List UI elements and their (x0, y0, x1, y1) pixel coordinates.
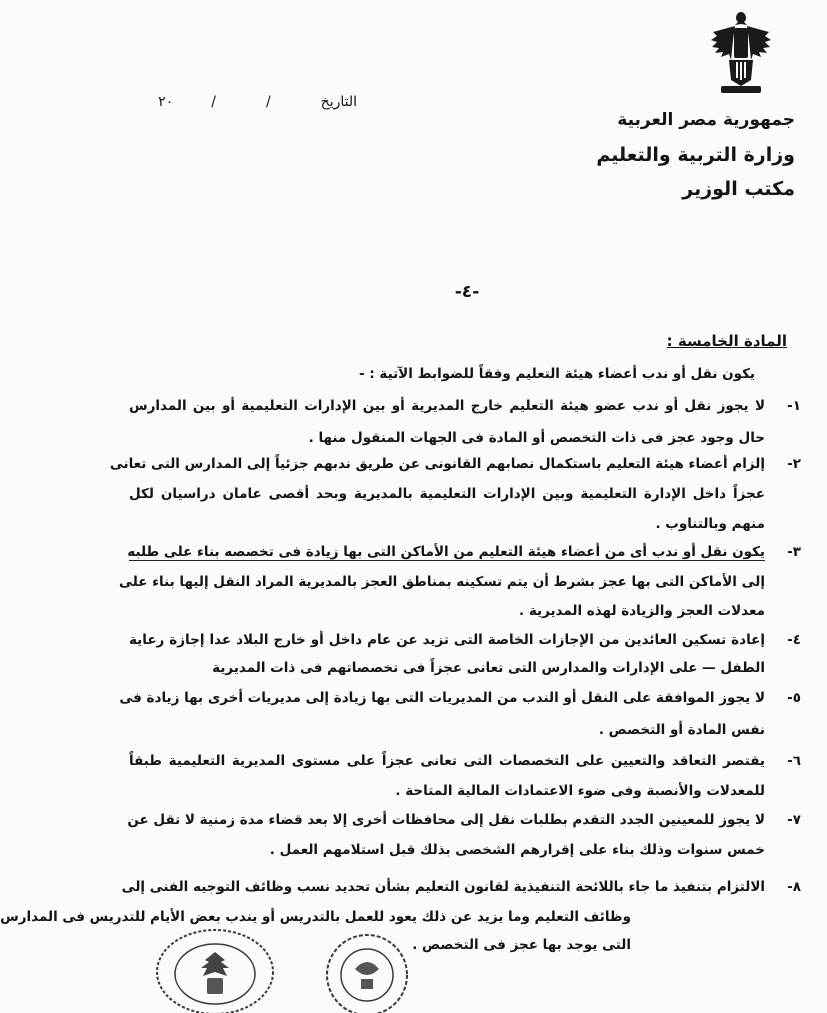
list-item (129, 632, 801, 682)
item-line: يكون نقل أو ندب أى من أعضاء هيئة التعليم من الأماكن التى بها زيادة فى تخصصه بناء على طلبه (127, 544, 765, 560)
item-line: منهم وبالتناوب . (655, 516, 765, 532)
official-seal-stamp (151, 918, 277, 1010)
date-separator: / (265, 94, 271, 110)
item-number: ١- (787, 398, 801, 414)
date-label: التاريخ (320, 94, 357, 110)
list-item (129, 398, 801, 458)
item-line: معدلات العجز والزيادة لهذه المديرية . (518, 603, 765, 619)
item-line: لا يجوز الموافقة على النقل أو الندب من المديريات التى بها زيادة إلى مديريات أخرى بها زيادة فى (119, 690, 765, 706)
item-line: إعادة تسكين العائدين من الإجازات الخاصة التى تزيد عن عام داخل أو خارج البلاد عدا إجازة رعاية (129, 632, 765, 648)
page-number: -٤- (454, 282, 480, 302)
date-line (157, 94, 357, 110)
item-line: لا يجوز للمعينين الجدد التقدم بطلبات نقل إلى محافظات أخرى إلا بعد قضاء مدة زمنية لا تقل عن (127, 812, 765, 828)
eagle-emblem-icon (707, 10, 775, 96)
ministry-line-2: وزارة التربية والتعليم (596, 144, 795, 166)
item-line: خمس سنوات وذلك بناء على إقرارهم الشخصى بذلك قبل استلامهم العمل . (269, 842, 765, 858)
list-item (129, 812, 801, 868)
item-number: ٧- (787, 812, 801, 828)
item-line: الطفل — على الإدارات والمدارس التى تعانى عجزاً فى تخصصاتهم فى ذات المديرية (212, 660, 765, 676)
item-number: ٢- (787, 456, 801, 472)
item-number: ٨- (787, 879, 801, 895)
item-line: نفس المادة أو التخصص . (598, 722, 765, 738)
list-item (119, 690, 801, 746)
item-number: ٥- (787, 690, 801, 706)
item-line: لا يجوز نقل أو ندب عضو هيئة التعليم خارج المديرية أو بين الإدارات التعليمية أو بين المدارس (129, 398, 765, 414)
item-line: عجزاً داخل الإدارة التعليمية وبين الإدارات التعليمية بالمديرية وبحد أقصى عامان دراسيان لكل (129, 486, 765, 502)
article-title: المادة الخامسة : (666, 332, 787, 350)
date-year: ٢٠ (158, 94, 174, 110)
item-number: ٤- (787, 632, 801, 648)
ministry-line-1: جمهورية مصر العربية (617, 110, 795, 130)
item-number: ٦- (787, 753, 801, 769)
list-item (119, 544, 801, 624)
list-item (129, 753, 801, 809)
item-line: يقتصر التعاقد والتعيين على التخصصات التى تعانى عجزاً على مستوى المديرية التعليمية طبقاً (129, 753, 765, 769)
list-item (109, 456, 801, 536)
date-separator: / (211, 94, 216, 110)
item-number: ٣- (787, 544, 801, 560)
item-line: للمعدلات والأنصبة وفى ضوء الاعتمادات المالية المتاحة . (395, 783, 765, 799)
item-line: إلى الأماكن التى بها عجز بشرط أن يتم تسكينه بمناطق العجز بالمديرية المراد النقل إليها بناء على (119, 574, 765, 590)
item-line: التى يوجد بها عجز فى التخصص . (412, 937, 631, 953)
item-line: الالتزام بتنفيذ ما جاء باللائحة التنفيذية لقانون التعليم بشأن تحديد نسب وظائف التوجيه الفنى إلى (121, 879, 765, 895)
round-seal-stamp (317, 925, 417, 1013)
item-line: وظائف التعليم وما يزيد عن ذلك يعود للعمل بالتدريس أو يندب بعض الأيام للتدريس فى المدارس (0, 909, 631, 925)
item-line: حال وجود عجز فى ذات التخصص أو المادة فى الجهات المنقول منها . (308, 430, 765, 446)
ministry-line-3: مكتب الوزير (682, 178, 795, 200)
item-line: إلزام أعضاء هيئة التعليم باستكمال نصابهم القانونى عن طريق ندبهم جزئياً إلى المدارس التى تعانى (109, 456, 765, 472)
intro-text: يكون نقل أو ندب أعضاء هيئة التعليم وفقاً للضوابط الآتية : - (359, 366, 755, 382)
